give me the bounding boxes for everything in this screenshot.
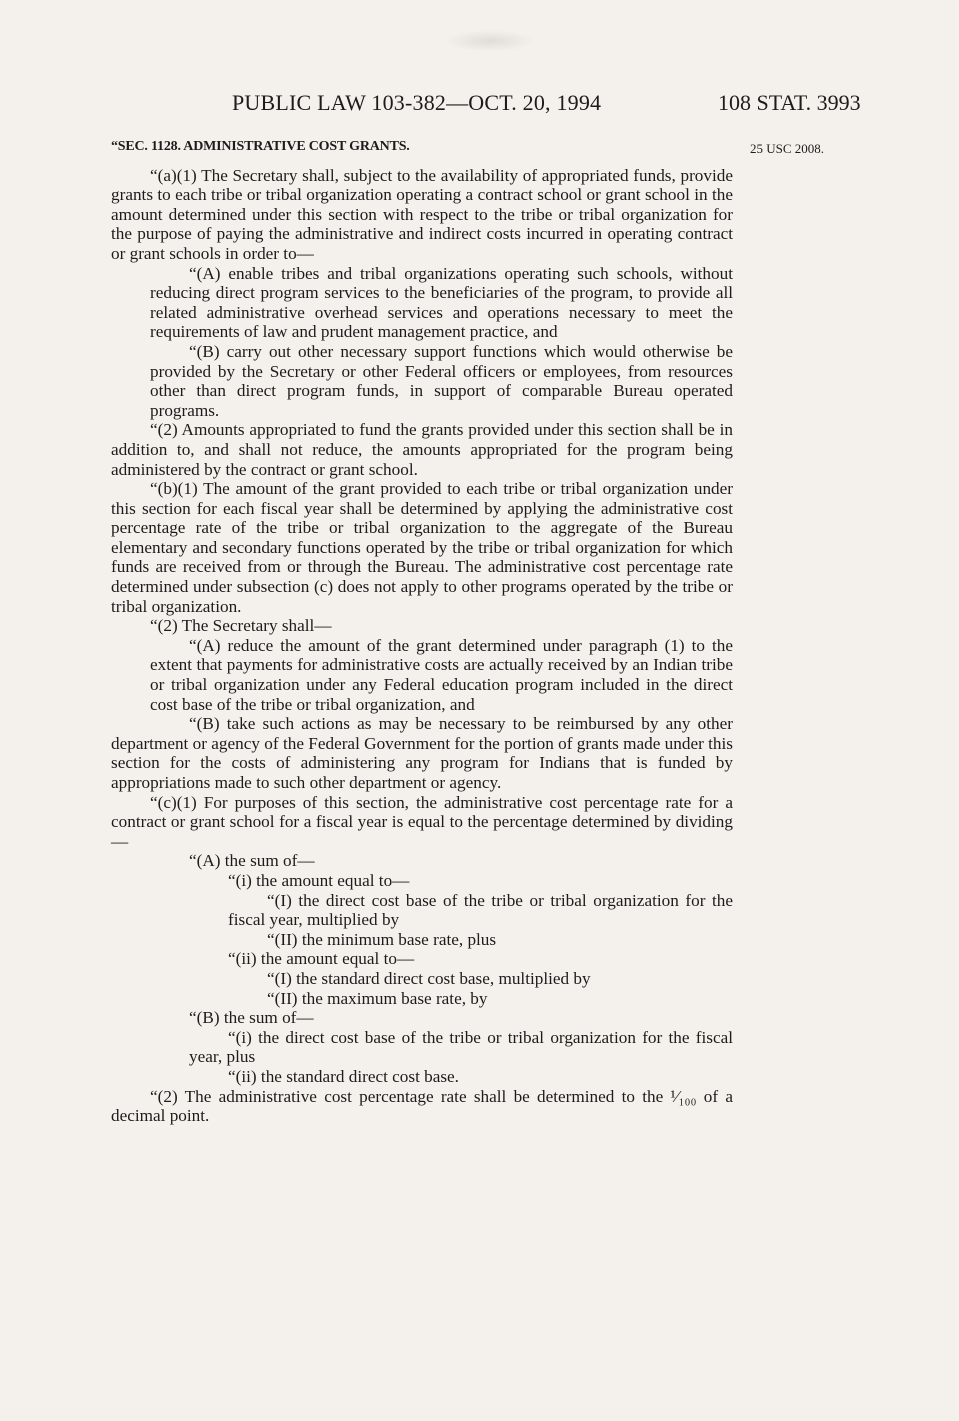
usc-margin-note: 25 USC 2008. bbox=[750, 141, 825, 156]
paragraph-c1-A-ii-II: “(II) the maximum base rate, by bbox=[267, 988, 488, 1008]
paragraph-a1: “(a)(1) The Secretary shall, subject to the availability of appropriated funds, provide grants to each tribe or tribal organization operating a contract school or grant school in the amount determined under this section with respect to the tribe or tribal organization for the purpose of paying the administrative and indirect costs incurred in operating contract or grant schools in order to— bbox=[111, 165, 733, 263]
section-body bbox=[111, 137, 733, 1126]
running-head: PUBLIC LAW 103-382—OCT. 20, 1994 bbox=[232, 90, 602, 115]
paragraph-a1-B: “(B) carry out other necessary support functions which would otherwise be provided by the Secretary or other Federal officers or employees, from resources other than direct program funds, in support of comparable Bureau operated programs. bbox=[150, 341, 733, 420]
paragraph-b2-B: “(B) take such actions as may be necessary to be reimbursed by any other department or agency of the Federal Government for the portion of grants made under this section for the costs of administering any program for Indians that is funded by appropriations made to such other department or agency. bbox=[111, 714, 733, 792]
paragraph-c1-A-ii-I: “(I) the standard direct cost base, multiplied by bbox=[267, 968, 591, 988]
paragraph-b2-A: “(A) reduce the amount of the grant determined under paragraph (1) to the extent that payments for administrative costs are actually received by an Indian tribe or tribal organization under any Federal education program included in the direct cost base of the tribe or tribal organization, and bbox=[150, 635, 733, 714]
paragraph-c1-A-i: “(i) the amount equal to— bbox=[228, 870, 410, 890]
paragraph-a1-A: “(A) enable tribes and tribal organizations operating such schools, without reducing direct program services to the beneficiaries of the program, to provide all related administrative overhead services and operations necessary to meet the requirements of law and prudent management practice, and bbox=[150, 263, 733, 342]
paragraph-c2: “(2) The administrative cost percentage rate shall be determined to the ¹⁄₁₀₀ of a decimal point. bbox=[111, 1086, 733, 1126]
paragraph-c1-A-ii: “(ii) the amount equal to— bbox=[228, 949, 415, 969]
paragraph-c1: “(c)(1) For purposes of this section, the administrative cost percentage rate for a contract or grant school for a fiscal year is equal to the percentage determined by dividing— bbox=[111, 792, 733, 851]
paragraph-c1-B: “(B) the sum of— bbox=[189, 1008, 314, 1028]
paragraph-b2: “(2) The Secretary shall— bbox=[150, 616, 332, 636]
paragraph-b1: “(b)(1) The amount of the grant provided to each tribe or tribal organization under this section for each fiscal year shall be determined by applying the administrative cost percentage rate of the tribe or tribal organization to the aggregate of the Bureau elementary and secondary functions operated by the tribe or tribal organization for which funds are received from or through the Bureau. The administrative cost percentage rate determined under subsection (c) does not apply to other programs operated by the tribe or tribal organization. bbox=[111, 479, 733, 616]
paragraph-c1-A-i-I: “(I) the direct cost base of the tribe or tribal organization for the fiscal year, multiplied by bbox=[228, 890, 733, 930]
section-heading: “SEC. 1128. ADMINISTRATIVE COST GRANTS. bbox=[111, 139, 410, 154]
stat-page-reference: 108 STAT. 3993 bbox=[718, 90, 861, 115]
paragraph-c1-A: “(A) the sum of— bbox=[189, 851, 315, 871]
paragraph-c1-B-ii: “(ii) the standard direct cost base. bbox=[228, 1066, 459, 1086]
paragraph-a2: “(2) Amounts appropriated to fund the grants provided under this section shall be in addition to, and shall not reduce, the amounts appropriated for the program being administered by the contract or grant school. bbox=[111, 420, 733, 479]
scan-smudge bbox=[445, 30, 535, 52]
paragraph-c1-A-i-II: “(II) the minimum base rate, plus bbox=[267, 929, 497, 949]
paragraph-c1-B-i: “(i) the direct cost base of the tribe or tribal organization for the fiscal year, plus bbox=[189, 1027, 733, 1067]
